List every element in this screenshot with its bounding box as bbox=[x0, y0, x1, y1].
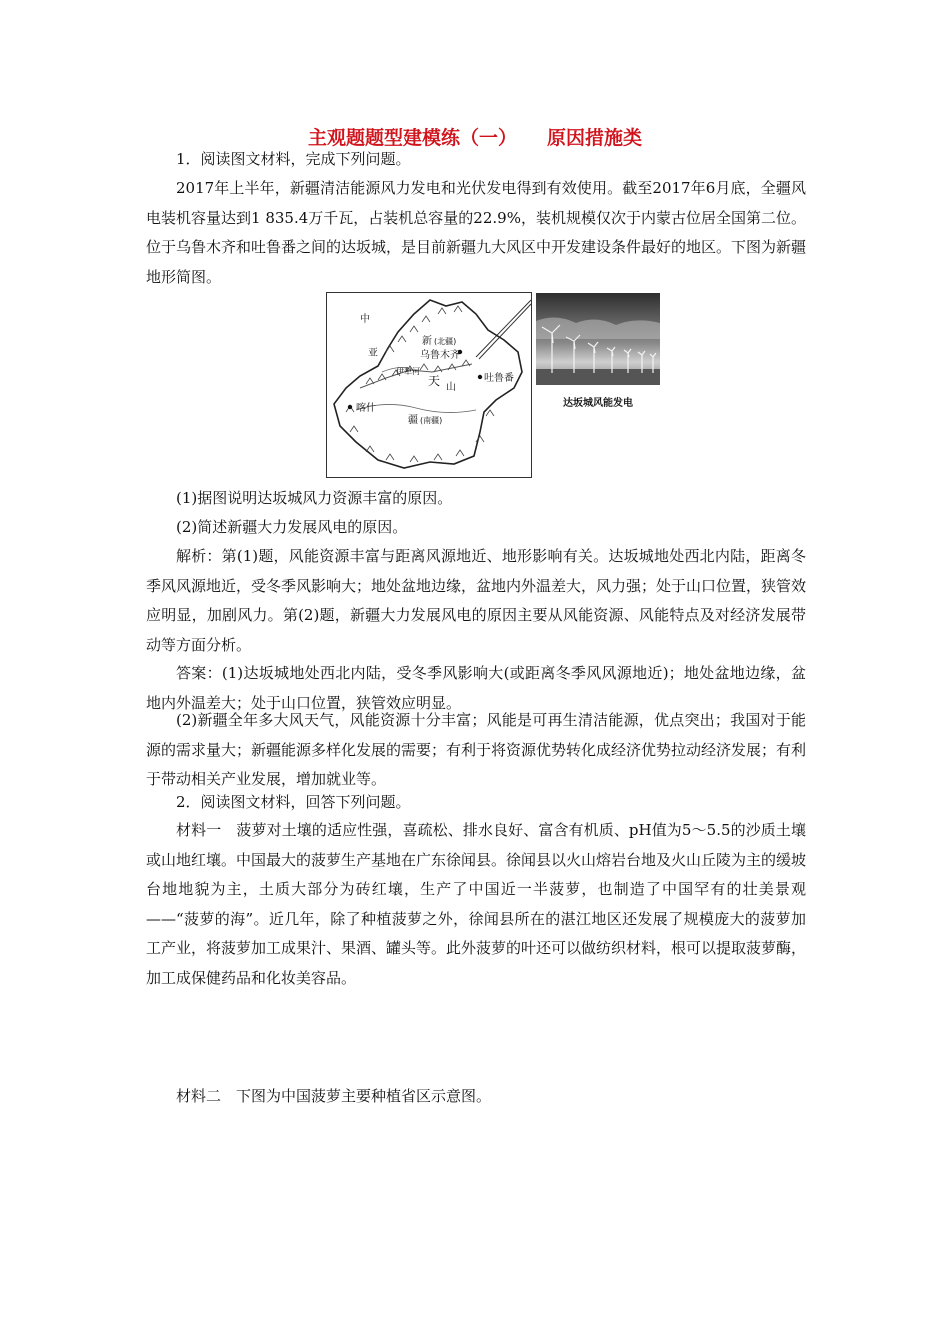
q1-analysis: 解析：第(1)题，风能资源丰富与距离风源地近、地形影响有关。达坂城地处西北内陆，距离冬季风风源地近，受冬季风影响大；地处盆地边缘，盆地内外温差大，风力强；处于山口位置，狭管效应明显，加剧风力。第(2)题，新疆大力发展风电的原因主要从风能资源、风能特点及对经济发展带动等方面分析。 bbox=[146, 547, 807, 654]
q1-sub1: (1)据图说明达坂城风力资源丰富的原因。 bbox=[176, 489, 453, 507]
label-kashgar: 喀什 bbox=[356, 403, 376, 414]
title-sub: 原因措施类 bbox=[547, 127, 643, 149]
q1-sub2: (2)简述新疆大力发展风电的原因。 bbox=[176, 518, 408, 536]
label-jiang: 疆 bbox=[408, 415, 418, 426]
turpan-dot bbox=[478, 375, 482, 379]
label-zhong: 中 bbox=[360, 314, 370, 325]
q2-material2: 材料二 下图为中国菠萝主要种植省区示意图。 bbox=[176, 1087, 492, 1105]
q2-stem: 2．阅读图文材料，回答下列问题。 bbox=[176, 793, 411, 811]
label-nanjiang: (南疆) bbox=[420, 416, 443, 425]
xinjiang-terrain-map bbox=[326, 292, 532, 478]
label-beijiang: (北疆) bbox=[434, 337, 457, 346]
label-tian: 天 bbox=[428, 374, 441, 388]
q2-material1: 材料一 菠萝对土壤的适应性强，喜疏松、排水良好、富含有机质、pH值为5～5.5的沙质土壤或山地红壤。中国最大的菠萝生产基地在广东徐闻县。徐闻县以火山熔岩台地及火山丘陵为主的缓坡台地地貌为主，土质大部分为砖红壤，生产了中国近一半菠萝，也制造了中国罕有的壮美景观——“菠萝的海”。近几年，除了种植菠萝之外，徐闻县所在的湛江地区还发展了规模庞大的菠萝加工产业，将菠萝加工成果汁、果酒、罐头等。此外菠萝的叶还可以做纺织材料，根可以提取菠萝酶，加工成保健药品和化妆美容品。 bbox=[146, 821, 807, 987]
q1-material: 2017年上半年，新疆清洁能源风力发电和光伏发电得到有效使用。截至2017年6月底，全疆风电装机容量达到1 835.4万千瓦，占装机总容量的22.9%，装机规模仅次于内蒙古位居全国第二位。位于乌鲁木齐和吐鲁番之间的达坂城，是目前新疆九大风区中开发建设条件最好的地区。下图为新疆地形简图。 bbox=[146, 179, 807, 286]
label-turpan: 吐鲁番 bbox=[484, 373, 514, 384]
wind-farm-photo bbox=[536, 293, 660, 385]
label-shan: 山 bbox=[446, 382, 456, 393]
label-urumqi: 乌鲁木齐 bbox=[420, 350, 460, 361]
label-ya: 亚 bbox=[368, 348, 378, 359]
title-main: 主观题题型建模练（一） bbox=[307, 127, 517, 149]
q1-stem: 1．阅读图文材料，完成下列问题。 bbox=[176, 150, 411, 168]
q1-answer1: 答案：(1)达坂城地处西北内陆，受冬季风影响大(或距离冬季风风源地近)；地处盆地边缘，盆地内外温差大；处于山口位置，狭管效应明显。 bbox=[146, 664, 806, 712]
label-xin: 新 bbox=[422, 336, 432, 347]
label-yining: 伊犁河 bbox=[396, 367, 420, 376]
photo-caption: 达坂城风能发电 bbox=[563, 398, 633, 409]
kashgar-dot bbox=[348, 405, 352, 409]
q1-answer2: (2)新疆全年多大风天气，风能资源十分丰富；风能是可再生清洁能源，优点突出；我国对于能源的需求量大；新疆能源多样化发展的需要；有利于将资源优势转化成经济优势拉动经济发展；有利于带动相关产业发展，增加就业等。 bbox=[146, 711, 807, 788]
